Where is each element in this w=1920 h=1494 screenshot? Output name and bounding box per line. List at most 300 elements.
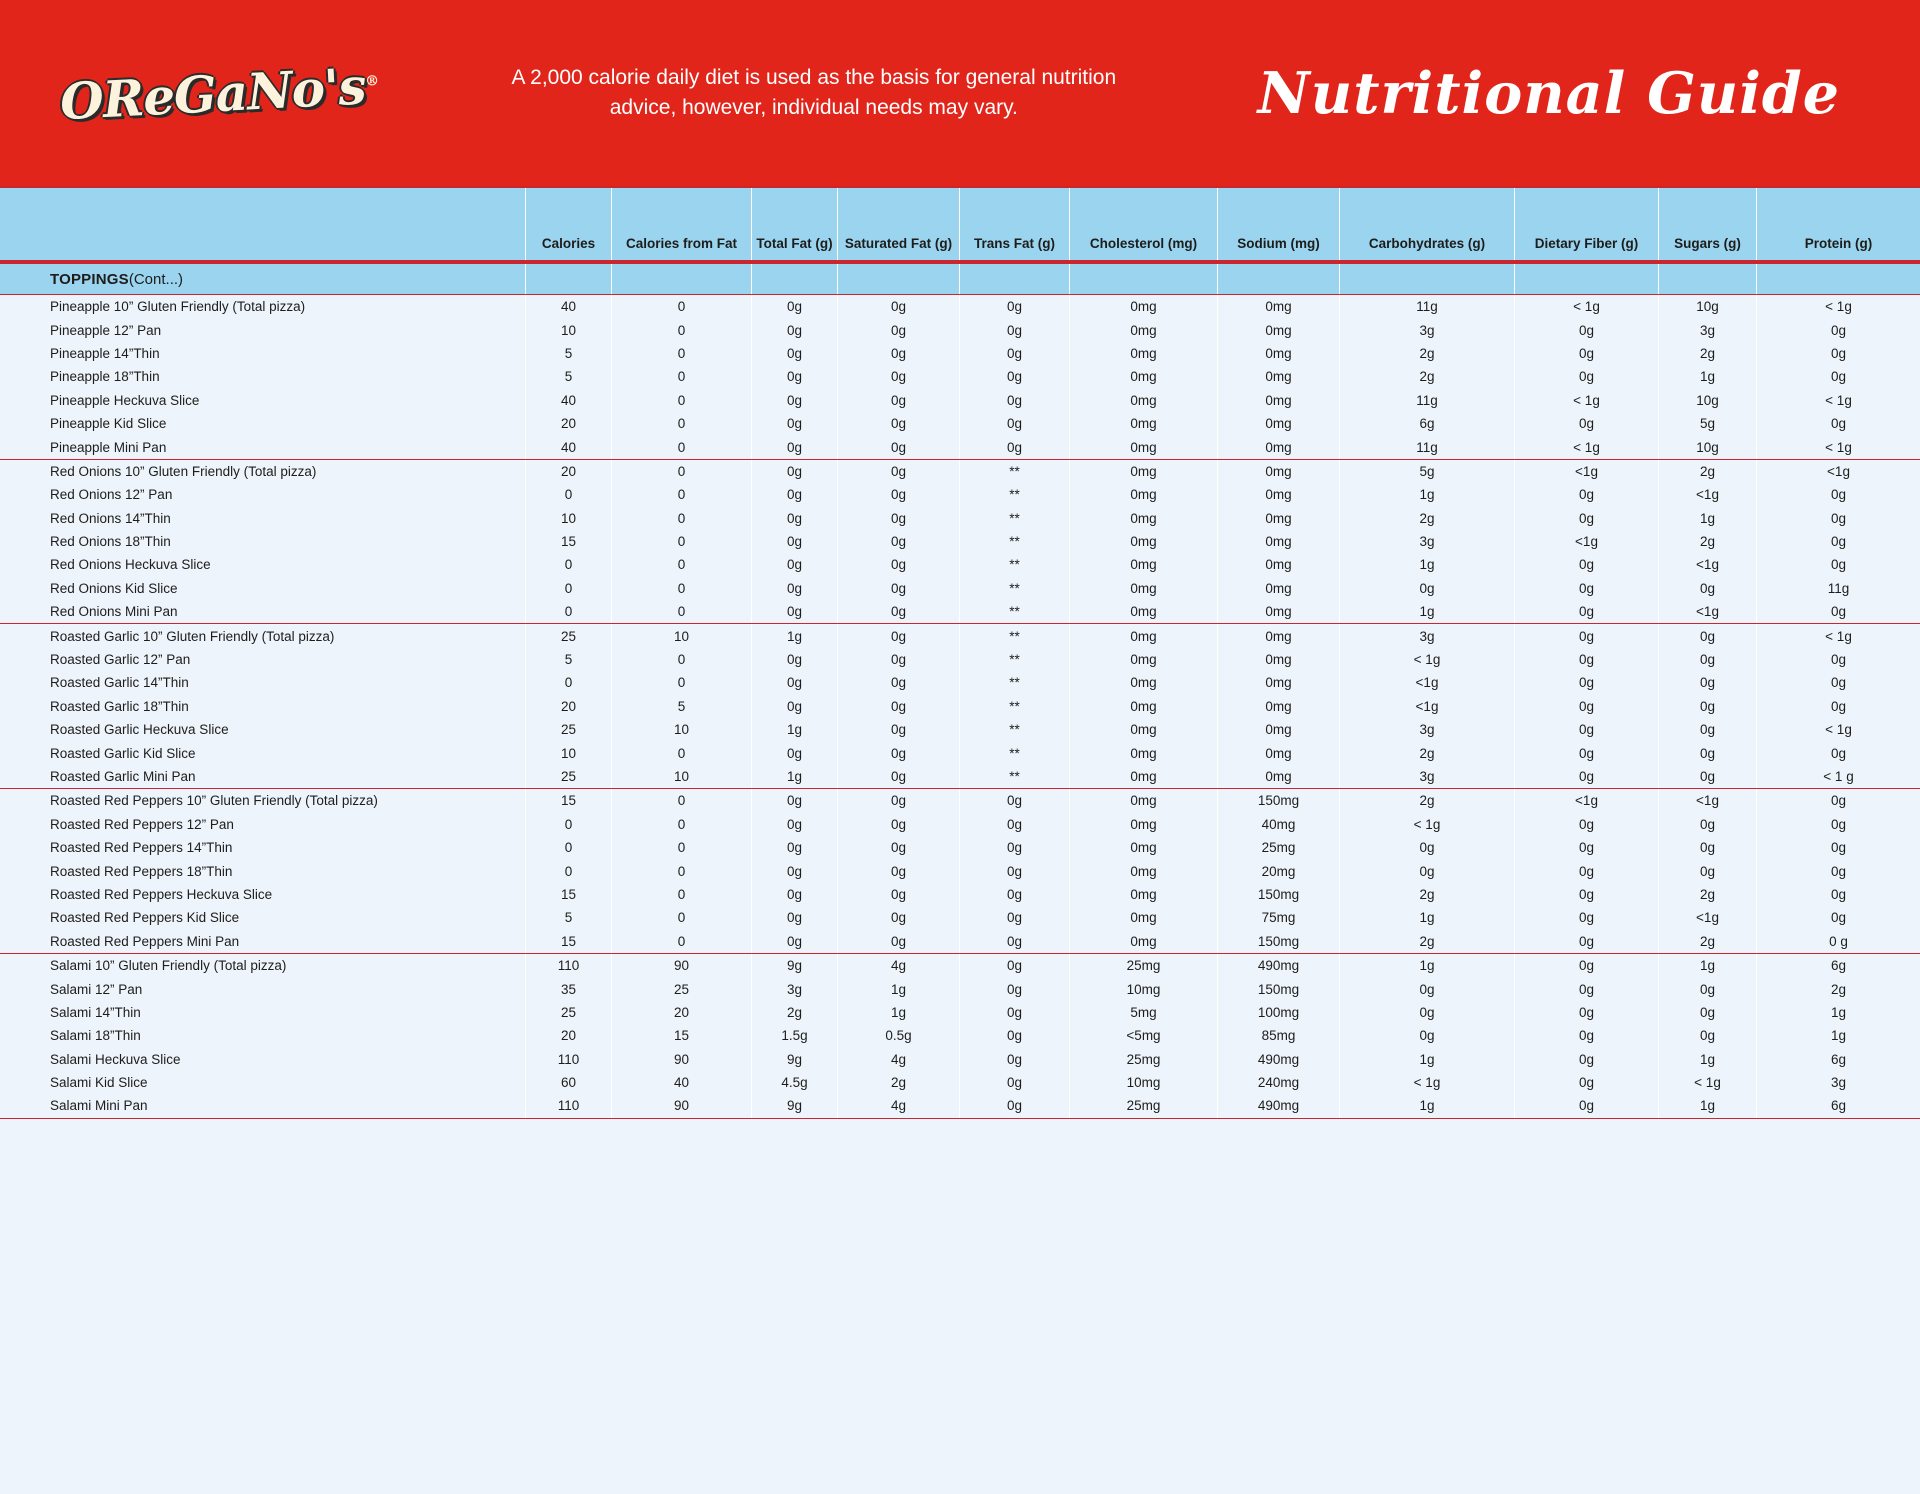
- row-value: 0g: [837, 930, 959, 953]
- row-value: 0mg: [1069, 553, 1217, 576]
- row-value: 10g: [1658, 295, 1756, 318]
- row-value: <1g: [1514, 530, 1658, 553]
- row-value: 0g: [837, 389, 959, 412]
- row-value: 0g: [1756, 553, 1920, 576]
- row-value: **: [959, 460, 1069, 483]
- row-value: 6g: [1756, 1094, 1920, 1117]
- table-row: [0, 1094, 1920, 1117]
- section-title-suffix: (Cont...): [128, 270, 184, 288]
- row-value: 2g: [1756, 977, 1920, 1000]
- row-value: 0mg: [1069, 765, 1217, 788]
- row-value: 10g: [1658, 435, 1756, 458]
- row-value: 0g: [959, 1071, 1069, 1094]
- row-value: 4g: [837, 954, 959, 977]
- row-value: 0g: [837, 460, 959, 483]
- row-value: 2g: [1339, 930, 1514, 953]
- row-value: **: [959, 483, 1069, 506]
- row-value: 0g: [837, 365, 959, 388]
- table-row: [0, 600, 1920, 623]
- column-header-dietary-fiber: Dietary Fiber (g): [1514, 188, 1658, 260]
- row-value: 0g: [1514, 1001, 1658, 1024]
- row-value: < 1g: [1514, 295, 1658, 318]
- row-item-name: Pineapple Kid Slice: [50, 416, 167, 432]
- row-value: 0mg: [1217, 577, 1339, 600]
- row-value: 0g: [1756, 648, 1920, 671]
- row-value: 2g: [1658, 883, 1756, 906]
- row-value: 0g: [837, 883, 959, 906]
- row-value: 0g: [959, 1094, 1069, 1117]
- row-value: 0g: [837, 648, 959, 671]
- row-value: 4g: [837, 1094, 959, 1117]
- row-value: 0g: [1756, 412, 1920, 435]
- row-value: 0g: [751, 671, 837, 694]
- row-value: 90: [611, 954, 751, 977]
- row-value: 25mg: [1069, 1048, 1217, 1071]
- row-value: 1g: [751, 765, 837, 788]
- row-value: 0g: [837, 765, 959, 788]
- row-value: 1g: [1339, 906, 1514, 929]
- row-item-name: Roasted Garlic Mini Pan: [50, 769, 196, 784]
- row-value: 0g: [959, 342, 1069, 365]
- row-item-name: Roasted Red Peppers Heckuva Slice: [50, 886, 273, 902]
- row-value: 0g: [959, 1048, 1069, 1071]
- row-value: 15: [525, 789, 611, 812]
- row-value: 6g: [1756, 954, 1920, 977]
- row-value: 0g: [1756, 365, 1920, 388]
- row-item-name: Salami Kid Slice: [50, 1075, 148, 1091]
- row-value: 0mg: [1069, 624, 1217, 647]
- row-value: **: [959, 624, 1069, 647]
- row-value: 0: [525, 600, 611, 623]
- row-value: 1g: [837, 977, 959, 1000]
- row-value: 0g: [1756, 483, 1920, 506]
- table-row: [0, 507, 1920, 530]
- row-item-name: Pineapple Heckuva Slice: [50, 392, 200, 408]
- row-value: 0g: [1339, 836, 1514, 859]
- row-value: 25: [525, 624, 611, 647]
- table-row: [0, 318, 1920, 341]
- row-value: 0g: [837, 600, 959, 623]
- row-value: 3g: [1339, 765, 1514, 788]
- row-value: 15: [525, 530, 611, 553]
- row-value: **: [959, 695, 1069, 718]
- row-item-name: Red Onions 18”Thin: [50, 534, 171, 550]
- row-item-name: Red Onions 10” Gluten Friendly (Total pizza): [50, 463, 317, 479]
- row-value: 0mg: [1069, 883, 1217, 906]
- table-row: [0, 695, 1920, 718]
- row-value: 0g: [1514, 648, 1658, 671]
- row-value: 60: [525, 1071, 611, 1094]
- row-value: 0mg: [1069, 365, 1217, 388]
- row-value: 490mg: [1217, 1094, 1339, 1117]
- row-value: 0mg: [1217, 507, 1339, 530]
- row-value: 40: [611, 1071, 751, 1094]
- row-value: 0mg: [1069, 435, 1217, 458]
- row-item-name: Roasted Red Peppers 10” Gluten Friendly (Total pizza): [50, 793, 378, 809]
- row-value: 0g: [751, 577, 837, 600]
- row-value: 11g: [1339, 295, 1514, 318]
- row-value: 10: [611, 718, 751, 741]
- table-row: [0, 789, 1920, 812]
- row-value: 0mg: [1217, 483, 1339, 506]
- row-value: 0: [611, 365, 751, 388]
- row-item-name: Roasted Red Peppers Kid Slice: [50, 910, 240, 926]
- row-value: 0g: [959, 365, 1069, 388]
- row-value: 0mg: [1217, 389, 1339, 412]
- row-value: 0: [525, 671, 611, 694]
- row-value: 2g: [751, 1001, 837, 1024]
- row-value: 0g: [1658, 741, 1756, 764]
- row-value: 0g: [751, 859, 837, 882]
- row-value: 150mg: [1217, 977, 1339, 1000]
- row-value: 0g: [837, 412, 959, 435]
- row-value: 0g: [1756, 859, 1920, 882]
- row-value: 0g: [1514, 906, 1658, 929]
- row-value: 0g: [751, 906, 837, 929]
- row-value: 0g: [1756, 600, 1920, 623]
- row-value: 25mg: [1217, 836, 1339, 859]
- row-value: 0g: [959, 389, 1069, 412]
- row-value: 0: [611, 883, 751, 906]
- row-value: 0g: [1339, 1001, 1514, 1024]
- column-header-cholesterol: Cholesterol (mg): [1069, 188, 1217, 260]
- table-group: [0, 460, 1920, 625]
- row-value: 0g: [959, 318, 1069, 341]
- row-value: 15: [611, 1024, 751, 1047]
- row-value: 0g: [751, 342, 837, 365]
- row-value: 5g: [1339, 460, 1514, 483]
- row-value: 0mg: [1217, 695, 1339, 718]
- row-value: 0g: [959, 930, 1069, 953]
- row-value: 0g: [959, 859, 1069, 882]
- row-value: 0g: [837, 507, 959, 530]
- row-value: 0g: [1756, 883, 1920, 906]
- row-value: 1g: [1339, 600, 1514, 623]
- row-item-name: Roasted Garlic 14”Thin: [50, 675, 189, 691]
- row-value: 0: [525, 553, 611, 576]
- row-value: 0g: [837, 671, 959, 694]
- row-value: 0g: [1514, 836, 1658, 859]
- row-value: <1g: [1658, 600, 1756, 623]
- row-value: 40: [525, 295, 611, 318]
- section-spacer: [1339, 264, 1514, 294]
- row-value: 2g: [1658, 530, 1756, 553]
- row-value: 0g: [1514, 977, 1658, 1000]
- table-row: [0, 435, 1920, 458]
- row-value: 0g: [959, 977, 1069, 1000]
- row-value: **: [959, 507, 1069, 530]
- row-value: 0mg: [1069, 836, 1217, 859]
- row-value: 0g: [1658, 1024, 1756, 1047]
- row-value: 0g: [1658, 718, 1756, 741]
- row-value: 25: [611, 977, 751, 1000]
- row-value: 0g: [837, 789, 959, 812]
- row-value: 2g: [1339, 507, 1514, 530]
- row-value: 0mg: [1217, 342, 1339, 365]
- row-value: 0g: [1514, 930, 1658, 953]
- row-value: 1g: [1658, 365, 1756, 388]
- row-value: 0mg: [1069, 460, 1217, 483]
- row-item-name: Roasted Garlic 10” Gluten Friendly (Total pizza): [50, 628, 335, 644]
- row-value: 3g: [1339, 530, 1514, 553]
- row-value: 100mg: [1217, 1001, 1339, 1024]
- row-value: 0g: [1756, 671, 1920, 694]
- row-value: 1g: [751, 718, 837, 741]
- row-value: 0mg: [1217, 412, 1339, 435]
- row-value: 0g: [751, 600, 837, 623]
- row-value: 0g: [1658, 671, 1756, 694]
- row-value: 0g: [1514, 718, 1658, 741]
- row-item-name: Salami Heckuva Slice: [50, 1051, 181, 1067]
- row-value: 0g: [1658, 577, 1756, 600]
- row-value: 0mg: [1217, 671, 1339, 694]
- row-value: < 1g: [1339, 648, 1514, 671]
- row-value: 0g: [1756, 507, 1920, 530]
- table-row: [0, 412, 1920, 435]
- row-value: **: [959, 671, 1069, 694]
- row-value: 0g: [1658, 836, 1756, 859]
- row-value: 0g: [837, 295, 959, 318]
- row-value: 490mg: [1217, 1048, 1339, 1071]
- row-value: < 1 g: [1756, 765, 1920, 788]
- row-value: 5: [525, 342, 611, 365]
- row-value: <1g: [1339, 671, 1514, 694]
- row-value: 0g: [1339, 577, 1514, 600]
- row-value: 0g: [1658, 648, 1756, 671]
- row-value: 0g: [751, 530, 837, 553]
- row-value: <1g: [1658, 553, 1756, 576]
- row-value: 10: [611, 765, 751, 788]
- row-value: 0g: [959, 435, 1069, 458]
- row-value: 0: [611, 553, 751, 576]
- row-value: 0g: [959, 906, 1069, 929]
- row-value: 0mg: [1217, 365, 1339, 388]
- row-value: 0mg: [1217, 530, 1339, 553]
- row-item-name: Pineapple 10” Gluten Friendly (Total pizza): [50, 299, 306, 315]
- row-value: 0g: [1658, 859, 1756, 882]
- row-value: 0g: [1339, 977, 1514, 1000]
- row-value: 0g: [837, 741, 959, 764]
- row-value: 0g: [837, 906, 959, 929]
- row-value: 0: [611, 859, 751, 882]
- row-value: 0: [525, 859, 611, 882]
- row-value: 0g: [751, 318, 837, 341]
- row-value: 0g: [1514, 1048, 1658, 1071]
- row-value: 3g: [1339, 718, 1514, 741]
- table-row: [0, 553, 1920, 576]
- table-row: [0, 1071, 1920, 1094]
- section-title: TOPPINGS: [50, 270, 129, 288]
- row-value: 20: [525, 460, 611, 483]
- table-row: [0, 648, 1920, 671]
- table-row: [0, 1001, 1920, 1024]
- table-row: [0, 765, 1920, 788]
- row-item-name: Red Onions Heckuva Slice: [50, 557, 211, 573]
- row-value: 0: [611, 789, 751, 812]
- table-row: [0, 906, 1920, 929]
- row-value: 0g: [1514, 600, 1658, 623]
- column-header-carbohydrates: Carbohydrates (g): [1339, 188, 1514, 260]
- row-value: 0mg: [1069, 718, 1217, 741]
- row-value: 5: [611, 695, 751, 718]
- row-value: **: [959, 741, 1069, 764]
- row-value: < 1g: [1756, 718, 1920, 741]
- table-row: [0, 577, 1920, 600]
- row-value: 25mg: [1069, 954, 1217, 977]
- row-value: 0mg: [1069, 483, 1217, 506]
- row-value: 0: [525, 813, 611, 836]
- row-value: < 1g: [1339, 813, 1514, 836]
- row-item-name: Roasted Red Peppers 14”Thin: [50, 840, 233, 856]
- row-value: 0g: [751, 460, 837, 483]
- row-value: < 1g: [1756, 624, 1920, 647]
- row-value: 0g: [1514, 365, 1658, 388]
- table-group: [0, 295, 1920, 460]
- row-value: 0g: [837, 483, 959, 506]
- row-value: 2g: [1658, 342, 1756, 365]
- row-value: 75mg: [1217, 906, 1339, 929]
- row-value: 35: [525, 977, 611, 1000]
- row-value: 0g: [837, 342, 959, 365]
- column-header-calories-from-fat: Calories from Fat: [611, 188, 751, 260]
- row-value: 20: [525, 695, 611, 718]
- row-value: <1g: [1514, 789, 1658, 812]
- row-value: 10g: [1658, 389, 1756, 412]
- row-value: 0: [611, 836, 751, 859]
- row-value: 5: [525, 906, 611, 929]
- row-value: 110: [525, 1094, 611, 1117]
- row-value: 0g: [1514, 695, 1658, 718]
- row-value: 150mg: [1217, 883, 1339, 906]
- section-spacer: [1658, 264, 1756, 294]
- row-value: 0g: [1658, 813, 1756, 836]
- row-value: 3g: [751, 977, 837, 1000]
- row-value: 0g: [1514, 671, 1658, 694]
- row-value: 0g: [1514, 624, 1658, 647]
- page-footer-space: [0, 1119, 1920, 1494]
- row-value: 0g: [1514, 883, 1658, 906]
- row-value: 0: [611, 648, 751, 671]
- row-item-name: Roasted Red Peppers 18”Thin: [50, 863, 233, 879]
- table-row: [0, 954, 1920, 977]
- row-item-name: Roasted Red Peppers Mini Pan: [50, 933, 240, 949]
- row-value: 110: [525, 1048, 611, 1071]
- row-value: 0mg: [1217, 460, 1339, 483]
- table-row: [0, 977, 1920, 1000]
- row-value: 0g: [1339, 1024, 1514, 1047]
- row-value: 0: [525, 836, 611, 859]
- row-value: 0g: [837, 813, 959, 836]
- row-value: 0mg: [1069, 906, 1217, 929]
- row-value: 0g: [751, 741, 837, 764]
- table-row: [0, 718, 1920, 741]
- row-value: 0: [611, 483, 751, 506]
- row-value: 0g: [751, 435, 837, 458]
- row-value: 0g: [837, 435, 959, 458]
- row-value: 150mg: [1217, 930, 1339, 953]
- section-spacer: [1217, 264, 1339, 294]
- row-value: 0: [611, 813, 751, 836]
- row-value: 0g: [1514, 859, 1658, 882]
- row-value: 1g: [1658, 1094, 1756, 1117]
- table-row: [0, 741, 1920, 764]
- row-value: 1g: [1339, 1048, 1514, 1071]
- table-body: [0, 295, 1920, 1119]
- row-value: 0g: [751, 648, 837, 671]
- row-value: <1g: [1339, 695, 1514, 718]
- row-value: 0mg: [1217, 318, 1339, 341]
- row-value: 10mg: [1069, 1071, 1217, 1094]
- row-value: <1g: [1658, 483, 1756, 506]
- row-value: 0mg: [1069, 389, 1217, 412]
- row-value: 0g: [1514, 954, 1658, 977]
- row-value: 0g: [959, 412, 1069, 435]
- row-value: 5: [525, 365, 611, 388]
- row-value: 0g: [1756, 906, 1920, 929]
- row-value: 0mg: [1069, 600, 1217, 623]
- row-item-name: Salami 14”Thin: [50, 1004, 141, 1020]
- section-spacer: [959, 264, 1069, 294]
- row-value: 0mg: [1069, 648, 1217, 671]
- row-value: 20: [525, 412, 611, 435]
- row-item-name: Red Onions 14”Thin: [50, 510, 171, 526]
- row-value: 0: [525, 483, 611, 506]
- row-value: 0g: [751, 553, 837, 576]
- row-value: 20: [525, 1024, 611, 1047]
- row-value: 9g: [751, 954, 837, 977]
- row-value: 0g: [959, 836, 1069, 859]
- row-value: 0g: [837, 624, 959, 647]
- row-item-name: Pineapple 14”Thin: [50, 345, 160, 361]
- row-value: 0g: [1514, 1094, 1658, 1117]
- row-value: <1g: [1756, 460, 1920, 483]
- row-value: 0: [611, 600, 751, 623]
- row-value: 0mg: [1069, 789, 1217, 812]
- table-header-row: [0, 186, 1920, 264]
- row-item-name: Salami 10” Gluten Friendly (Total pizza): [50, 958, 287, 974]
- brand-logo: [40, 55, 379, 131]
- table-row: [0, 530, 1920, 553]
- table-row: [0, 624, 1920, 647]
- row-value: **: [959, 718, 1069, 741]
- row-value: 0g: [1514, 741, 1658, 764]
- column-header-total-fat: Total Fat (g): [751, 188, 837, 260]
- row-value: 2g: [837, 1071, 959, 1094]
- section-spacer: [1069, 264, 1217, 294]
- row-value: 10: [525, 507, 611, 530]
- row-value: 0g: [751, 483, 837, 506]
- row-value: 0g: [1514, 1071, 1658, 1094]
- row-value: <1g: [1658, 906, 1756, 929]
- row-value: 0g: [1514, 507, 1658, 530]
- row-value: 1.5g: [751, 1024, 837, 1047]
- row-value: 5g: [1658, 412, 1756, 435]
- table-row: [0, 1048, 1920, 1071]
- row-value: 0g: [751, 930, 837, 953]
- row-value: 0g: [1514, 318, 1658, 341]
- table-row: [0, 1024, 1920, 1047]
- column-header-protein: Protein (g): [1756, 188, 1920, 260]
- table-row: [0, 813, 1920, 836]
- row-value: 2g: [1339, 883, 1514, 906]
- row-value: **: [959, 577, 1069, 600]
- page-header: [0, 0, 1920, 186]
- row-value: 0g: [1514, 1024, 1658, 1047]
- row-value: 1g: [751, 624, 837, 647]
- row-value: 0g: [751, 836, 837, 859]
- row-value: 0mg: [1069, 507, 1217, 530]
- row-value: 0g: [751, 507, 837, 530]
